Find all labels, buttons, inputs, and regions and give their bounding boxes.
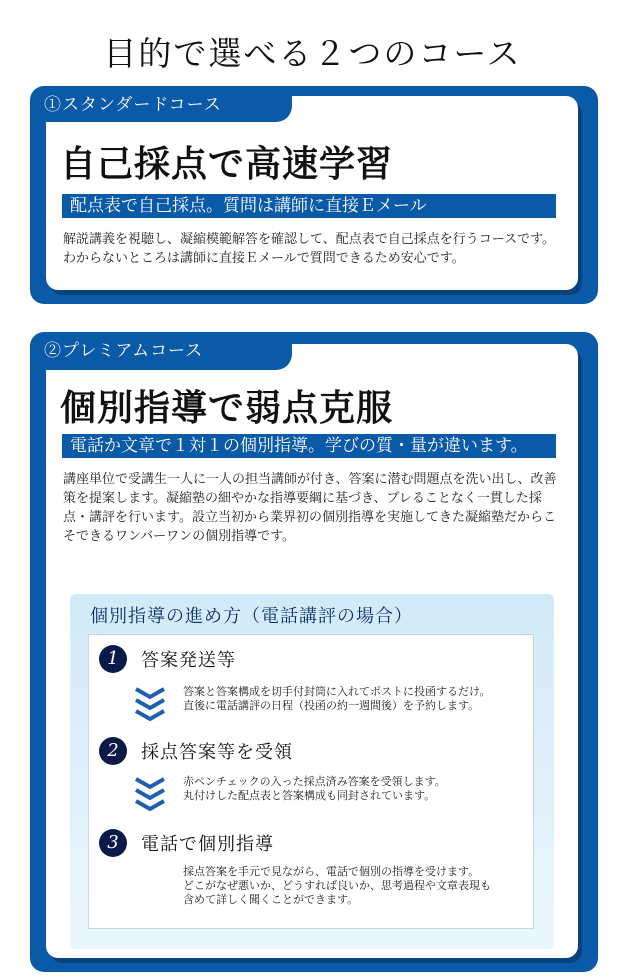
step-text-line: 直後に電話講評の日程（投函の約一週間後）を予約します。	[183, 699, 480, 712]
step-number-badge: 2	[99, 737, 127, 765]
premium-course-card	[46, 344, 578, 958]
step-number-badge: 3	[99, 829, 127, 857]
flow-steps-panel	[88, 634, 534, 929]
course-headline: 個別指導で弱点克服	[60, 387, 394, 429]
double-chevron-down-icon	[133, 685, 167, 721]
double-chevron-down-icon	[133, 775, 167, 811]
step-title: 電話で個別指導	[141, 834, 274, 855]
course-description: 解説講義を視聴し、凝縮模範解答を確認して、配点表で自己採点を行うコースです。わからないところは講師に直接Ｅメールで質問できるため安心です。	[63, 232, 556, 266]
step-description	[183, 685, 523, 713]
guidance-flow-box	[70, 594, 554, 949]
standard-course-card	[46, 96, 578, 290]
step-number-badge: 1	[99, 645, 127, 673]
course-tab-label: ①スタンダードコース	[44, 95, 222, 115]
step-text-line: 含めて詳しく聞くことができます。	[183, 893, 359, 906]
step-title: 採点答案等を受領	[141, 742, 293, 763]
course-headline: 自己採点で高速学習	[60, 143, 394, 185]
step-text-line: 採点答案を手元で見ながら、電話で個別の指導を受けます。	[183, 865, 480, 878]
standard-course-panel	[30, 86, 598, 304]
course-summary-bar: 電話か文章で１対１の個別指導。学びの質・量が違います。	[62, 434, 556, 458]
step-text-line: どこがなぜ悪いか、どうすれば良いか、思考過程や文章表現も	[183, 879, 491, 892]
step-text-line: 赤ペンチェックの入った採点済み答案を受領します。	[183, 775, 446, 788]
step-title: 答案発送等	[141, 650, 236, 671]
step-description	[183, 775, 523, 803]
page-title: 目的で選べる２つのコース	[103, 34, 522, 73]
premium-course-panel	[30, 332, 598, 972]
course-tab-label: ②プレミアムコース	[44, 341, 204, 361]
flow-title: 個別指導の進め方（電話講評の場合）	[90, 606, 413, 627]
step-text-line: 答案と答案構成を切手付封筒に入れてポストに投函するだけ。	[183, 685, 491, 698]
course-summary-bar: 配点表で自己採点。質問は講師に直接Ｅメール	[62, 194, 556, 218]
step-description	[183, 865, 523, 907]
step-text-line: 丸付けした配点表と答案構成も同封されています。	[183, 789, 436, 802]
course-description: 講座単位で受講生一人に一人の担当講師が付き、答案に潜む問題点を洗い出し、改善策を提案します。凝縮塾の細やかな指導要綱に基づき、ブレることなく一貫した採点・講評を行います。設立当初から業界初の個別指導を実施してきた凝縮塾だからこそできるワンバーワンの個別指導です。	[63, 472, 557, 544]
